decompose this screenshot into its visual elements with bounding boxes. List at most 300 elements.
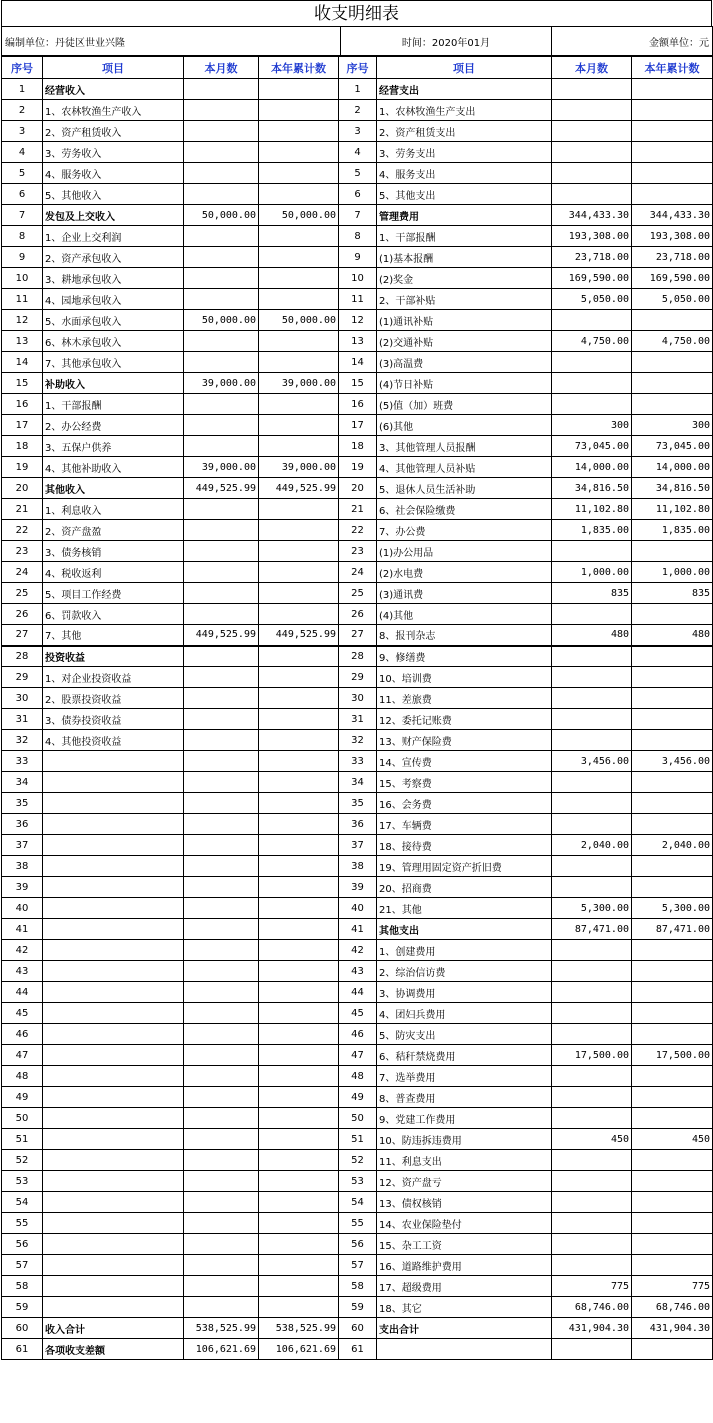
left-year-cell[interactable]	[259, 541, 339, 562]
left-month-cell[interactable]: 39,000.00	[184, 373, 259, 394]
right-seq-cell[interactable]: 19	[339, 457, 377, 478]
right-year-cell[interactable]	[632, 709, 713, 730]
left-seq-cell[interactable]: 43	[2, 961, 43, 982]
right-seq-cell[interactable]: 52	[339, 1150, 377, 1171]
right-item-cell[interactable]: (5)值（加）班费	[377, 394, 552, 415]
right-item-cell[interactable]: (2)水电费	[377, 562, 552, 583]
right-seq-cell[interactable]: 26	[339, 604, 377, 625]
left-item-cell[interactable]	[43, 1192, 184, 1213]
left-month-cell[interactable]: 449,525.99	[184, 625, 259, 646]
left-month-cell[interactable]	[184, 436, 259, 457]
right-month-cell[interactable]	[552, 1003, 632, 1024]
left-month-cell[interactable]	[184, 961, 259, 982]
left-year-cell[interactable]	[259, 667, 339, 688]
left-month-cell[interactable]: 106,621.69	[184, 1339, 259, 1360]
right-seq-cell[interactable]: 38	[339, 856, 377, 877]
right-year-cell[interactable]	[632, 373, 713, 394]
left-year-cell[interactable]: 449,525.99	[259, 625, 339, 646]
left-month-cell[interactable]	[184, 772, 259, 793]
right-month-cell[interactable]	[552, 1234, 632, 1255]
left-seq-cell[interactable]: 19	[2, 457, 43, 478]
right-year-cell[interactable]	[632, 793, 713, 814]
right-month-cell[interactable]: 344,433.30	[552, 205, 632, 226]
left-month-cell[interactable]	[184, 877, 259, 898]
left-seq-cell[interactable]: 30	[2, 688, 43, 709]
left-year-cell[interactable]	[259, 79, 339, 100]
left-seq-cell[interactable]: 28	[2, 646, 43, 667]
left-item-cell[interactable]	[43, 1234, 184, 1255]
right-item-cell[interactable]: 11、利息支出	[377, 1150, 552, 1171]
left-item-cell[interactable]: 3、五保户供养	[43, 436, 184, 457]
right-item-cell[interactable]: 1、干部报酬	[377, 226, 552, 247]
left-month-cell[interactable]	[184, 1087, 259, 1108]
right-item-cell[interactable]: (3)高温费	[377, 352, 552, 373]
left-month-cell[interactable]	[184, 1171, 259, 1192]
left-seq-cell[interactable]: 20	[2, 478, 43, 499]
right-year-cell[interactable]: 480	[632, 625, 713, 646]
left-month-cell[interactable]	[184, 268, 259, 289]
right-year-cell[interactable]	[632, 1087, 713, 1108]
right-seq-cell[interactable]: 11	[339, 289, 377, 310]
right-item-cell[interactable]: 14、农业保险垫付	[377, 1213, 552, 1234]
left-item-cell[interactable]: 4、园地承包收入	[43, 289, 184, 310]
right-seq-cell[interactable]: 22	[339, 520, 377, 541]
right-month-cell[interactable]	[552, 310, 632, 331]
left-seq-cell[interactable]: 32	[2, 730, 43, 751]
right-seq-cell[interactable]: 35	[339, 793, 377, 814]
right-month-cell[interactable]: 68,746.00	[552, 1297, 632, 1318]
right-seq-cell[interactable]: 20	[339, 478, 377, 499]
left-item-cell[interactable]	[43, 1276, 184, 1297]
right-seq-cell[interactable]: 48	[339, 1066, 377, 1087]
left-year-cell[interactable]	[259, 100, 339, 121]
right-month-cell[interactable]	[552, 121, 632, 142]
right-year-cell[interactable]	[632, 121, 713, 142]
right-item-cell[interactable]: 8、普查费用	[377, 1087, 552, 1108]
right-year-cell[interactable]: 169,590.00	[632, 268, 713, 289]
right-seq-cell[interactable]: 9	[339, 247, 377, 268]
left-month-cell[interactable]	[184, 940, 259, 961]
left-year-cell[interactable]	[259, 1171, 339, 1192]
left-month-cell[interactable]	[184, 520, 259, 541]
right-seq-cell[interactable]: 55	[339, 1213, 377, 1234]
right-year-cell[interactable]: 68,746.00	[632, 1297, 713, 1318]
right-seq-cell[interactable]: 14	[339, 352, 377, 373]
left-month-cell[interactable]	[184, 1150, 259, 1171]
left-month-cell[interactable]	[184, 541, 259, 562]
left-seq-cell[interactable]: 21	[2, 499, 43, 520]
left-item-cell[interactable]	[43, 940, 184, 961]
right-month-cell[interactable]: 5,050.00	[552, 289, 632, 310]
right-item-cell[interactable]: 13、财产保险费	[377, 730, 552, 751]
right-year-cell[interactable]	[632, 1192, 713, 1213]
left-year-cell[interactable]	[259, 394, 339, 415]
left-month-cell[interactable]	[184, 499, 259, 520]
right-seq-cell[interactable]: 7	[339, 205, 377, 226]
left-item-cell[interactable]	[43, 814, 184, 835]
left-seq-cell[interactable]: 23	[2, 541, 43, 562]
right-item-cell[interactable]: 8、报刊杂志	[377, 625, 552, 646]
right-month-cell[interactable]: 1,835.00	[552, 520, 632, 541]
right-month-cell[interactable]	[552, 1024, 632, 1045]
right-year-cell[interactable]	[632, 646, 713, 667]
left-year-cell[interactable]	[259, 709, 339, 730]
right-year-cell[interactable]	[632, 100, 713, 121]
right-item-cell[interactable]: 4、团妇兵费用	[377, 1003, 552, 1024]
right-year-cell[interactable]	[632, 1108, 713, 1129]
left-seq-cell[interactable]: 11	[2, 289, 43, 310]
right-item-cell[interactable]: (1)通讯补贴	[377, 310, 552, 331]
right-item-cell[interactable]: 6、秸秆禁烧费用	[377, 1045, 552, 1066]
left-year-cell[interactable]	[259, 877, 339, 898]
left-item-cell[interactable]	[43, 919, 184, 940]
right-month-cell[interactable]: 775	[552, 1276, 632, 1297]
left-month-cell[interactable]	[184, 1045, 259, 1066]
left-month-cell[interactable]	[184, 142, 259, 163]
left-year-cell[interactable]	[259, 1192, 339, 1213]
left-item-cell[interactable]: 1、利息收入	[43, 499, 184, 520]
left-month-cell[interactable]	[184, 730, 259, 751]
left-year-cell[interactable]	[259, 751, 339, 772]
left-year-cell[interactable]	[259, 1045, 339, 1066]
right-seq-cell[interactable]: 36	[339, 814, 377, 835]
right-seq-cell[interactable]: 24	[339, 562, 377, 583]
left-month-cell[interactable]	[184, 835, 259, 856]
left-item-cell[interactable]: 7、其他	[43, 625, 184, 646]
right-item-cell[interactable]: 支出合计	[377, 1318, 552, 1339]
left-year-cell[interactable]	[259, 436, 339, 457]
right-year-cell[interactable]	[632, 667, 713, 688]
right-seq-cell[interactable]: 32	[339, 730, 377, 751]
right-item-cell[interactable]: 11、差旅费	[377, 688, 552, 709]
right-seq-cell[interactable]: 42	[339, 940, 377, 961]
left-item-cell[interactable]: 补助收入	[43, 373, 184, 394]
right-month-cell[interactable]	[552, 1108, 632, 1129]
right-item-cell[interactable]: 10、培训费	[377, 667, 552, 688]
left-month-cell[interactable]	[184, 1213, 259, 1234]
right-year-cell[interactable]: 73,045.00	[632, 436, 713, 457]
right-year-cell[interactable]	[632, 79, 713, 100]
right-seq-cell[interactable]: 1	[339, 79, 377, 100]
right-seq-cell[interactable]: 2	[339, 100, 377, 121]
right-seq-cell[interactable]: 21	[339, 499, 377, 520]
left-month-cell[interactable]	[184, 289, 259, 310]
left-seq-cell[interactable]: 12	[2, 310, 43, 331]
right-year-cell[interactable]: 14,000.00	[632, 457, 713, 478]
left-month-cell[interactable]	[184, 688, 259, 709]
left-seq-cell[interactable]: 44	[2, 982, 43, 1003]
left-item-cell[interactable]: 6、林木承包收入	[43, 331, 184, 352]
left-item-cell[interactable]	[43, 1003, 184, 1024]
left-item-cell[interactable]	[43, 1045, 184, 1066]
right-month-cell[interactable]	[552, 793, 632, 814]
right-item-cell[interactable]: 6、社会保险缴费	[377, 499, 552, 520]
left-item-cell[interactable]	[43, 1171, 184, 1192]
left-year-cell[interactable]	[259, 1255, 339, 1276]
right-month-cell[interactable]	[552, 856, 632, 877]
left-item-cell[interactable]: 其他收入	[43, 478, 184, 499]
right-seq-cell[interactable]: 3	[339, 121, 377, 142]
left-item-cell[interactable]	[43, 793, 184, 814]
right-month-cell[interactable]	[552, 604, 632, 625]
left-item-cell[interactable]	[43, 1087, 184, 1108]
left-month-cell[interactable]	[184, 184, 259, 205]
right-month-cell[interactable]	[552, 772, 632, 793]
left-month-cell[interactable]: 50,000.00	[184, 205, 259, 226]
left-item-cell[interactable]	[43, 1297, 184, 1318]
left-seq-cell[interactable]: 33	[2, 751, 43, 772]
right-year-cell[interactable]	[632, 772, 713, 793]
left-year-cell[interactable]	[259, 247, 339, 268]
left-month-cell[interactable]	[184, 1003, 259, 1024]
left-year-cell[interactable]	[259, 1234, 339, 1255]
right-seq-cell[interactable]: 10	[339, 268, 377, 289]
right-month-cell[interactable]: 1,000.00	[552, 562, 632, 583]
left-item-cell[interactable]	[43, 1108, 184, 1129]
right-seq-cell[interactable]: 18	[339, 436, 377, 457]
right-month-cell[interactable]: 4,750.00	[552, 331, 632, 352]
left-year-cell[interactable]	[259, 646, 339, 667]
left-month-cell[interactable]	[184, 352, 259, 373]
right-month-cell[interactable]	[552, 352, 632, 373]
left-item-cell[interactable]	[43, 1024, 184, 1045]
left-item-cell[interactable]: 1、对企业投资收益	[43, 667, 184, 688]
right-year-cell[interactable]: 23,718.00	[632, 247, 713, 268]
left-seq-cell[interactable]: 37	[2, 835, 43, 856]
left-year-cell[interactable]	[259, 982, 339, 1003]
right-item-cell[interactable]: 12、委托记账费	[377, 709, 552, 730]
right-seq-cell[interactable]: 29	[339, 667, 377, 688]
right-item-cell[interactable]: 20、招商费	[377, 877, 552, 898]
right-year-cell[interactable]	[632, 163, 713, 184]
right-year-cell[interactable]	[632, 310, 713, 331]
left-month-cell[interactable]: 50,000.00	[184, 310, 259, 331]
left-month-cell[interactable]	[184, 163, 259, 184]
right-year-cell[interactable]	[632, 541, 713, 562]
left-item-cell[interactable]: 1、企业上交利润	[43, 226, 184, 247]
left-seq-cell[interactable]: 50	[2, 1108, 43, 1129]
right-item-cell[interactable]: 16、会务费	[377, 793, 552, 814]
right-item-cell[interactable]: 15、考察费	[377, 772, 552, 793]
right-year-cell[interactable]	[632, 877, 713, 898]
right-item-cell[interactable]: (2)奖金	[377, 268, 552, 289]
right-seq-cell[interactable]: 6	[339, 184, 377, 205]
left-year-cell[interactable]	[259, 1150, 339, 1171]
left-month-cell[interactable]: 538,525.99	[184, 1318, 259, 1339]
right-item-cell[interactable]: 5、其他支出	[377, 184, 552, 205]
left-seq-cell[interactable]: 60	[2, 1318, 43, 1339]
right-year-cell[interactable]	[632, 982, 713, 1003]
left-year-cell[interactable]	[259, 856, 339, 877]
right-month-cell[interactable]	[552, 667, 632, 688]
right-year-cell[interactable]	[632, 1066, 713, 1087]
left-seq-cell[interactable]: 25	[2, 583, 43, 604]
left-seq-cell[interactable]: 51	[2, 1129, 43, 1150]
right-month-cell[interactable]: 3,456.00	[552, 751, 632, 772]
left-year-cell[interactable]	[259, 583, 339, 604]
right-year-cell[interactable]	[632, 1150, 713, 1171]
right-month-cell[interactable]	[552, 961, 632, 982]
left-year-cell[interactable]: 106,621.69	[259, 1339, 339, 1360]
right-month-cell[interactable]: 34,816.50	[552, 478, 632, 499]
left-year-cell[interactable]	[259, 1129, 339, 1150]
left-year-cell[interactable]	[259, 1108, 339, 1129]
left-month-cell[interactable]	[184, 982, 259, 1003]
right-seq-cell[interactable]: 44	[339, 982, 377, 1003]
right-item-cell[interactable]: (1)办公用品	[377, 541, 552, 562]
left-seq-cell[interactable]: 47	[2, 1045, 43, 1066]
right-month-cell[interactable]: 17,500.00	[552, 1045, 632, 1066]
right-year-cell[interactable]: 835	[632, 583, 713, 604]
left-item-cell[interactable]: 收入合计	[43, 1318, 184, 1339]
left-item-cell[interactable]: 6、罚款收入	[43, 604, 184, 625]
left-year-cell[interactable]: 39,000.00	[259, 457, 339, 478]
right-item-cell[interactable]: (3)通讯费	[377, 583, 552, 604]
right-item-cell[interactable]: 17、超级费用	[377, 1276, 552, 1297]
left-year-cell[interactable]	[259, 415, 339, 436]
right-month-cell[interactable]	[552, 646, 632, 667]
right-year-cell[interactable]: 3,456.00	[632, 751, 713, 772]
left-month-cell[interactable]	[184, 1066, 259, 1087]
left-item-cell[interactable]	[43, 751, 184, 772]
right-month-cell[interactable]	[552, 730, 632, 751]
right-month-cell[interactable]	[552, 877, 632, 898]
right-seq-cell[interactable]: 25	[339, 583, 377, 604]
right-month-cell[interactable]	[552, 142, 632, 163]
left-item-cell[interactable]	[43, 982, 184, 1003]
right-month-cell[interactable]	[552, 1255, 632, 1276]
left-month-cell[interactable]	[184, 1255, 259, 1276]
left-seq-cell[interactable]: 6	[2, 184, 43, 205]
left-item-cell[interactable]: 4、其他补助收入	[43, 457, 184, 478]
left-month-cell[interactable]	[184, 1234, 259, 1255]
left-item-cell[interactable]: 发包及上交收入	[43, 205, 184, 226]
left-seq-cell[interactable]: 26	[2, 604, 43, 625]
right-year-cell[interactable]: 87,471.00	[632, 919, 713, 940]
left-seq-cell[interactable]: 5	[2, 163, 43, 184]
right-seq-cell[interactable]: 61	[339, 1339, 377, 1360]
right-item-cell[interactable]: 9、党建工作费用	[377, 1108, 552, 1129]
right-seq-cell[interactable]: 8	[339, 226, 377, 247]
left-year-cell[interactable]: 39,000.00	[259, 373, 339, 394]
left-year-cell[interactable]	[259, 961, 339, 982]
right-month-cell[interactable]	[552, 163, 632, 184]
left-item-cell[interactable]	[43, 1255, 184, 1276]
left-seq-cell[interactable]: 29	[2, 667, 43, 688]
left-seq-cell[interactable]: 1	[2, 79, 43, 100]
left-year-cell[interactable]	[259, 835, 339, 856]
left-year-cell[interactable]	[259, 226, 339, 247]
left-item-cell[interactable]	[43, 1129, 184, 1150]
right-year-cell[interactable]: 1,835.00	[632, 520, 713, 541]
left-year-cell[interactable]	[259, 604, 339, 625]
right-item-cell[interactable]: 4、其他管理人员补贴	[377, 457, 552, 478]
right-item-cell[interactable]: 管理费用	[377, 205, 552, 226]
left-seq-cell[interactable]: 56	[2, 1234, 43, 1255]
right-month-cell[interactable]	[552, 1213, 632, 1234]
right-year-cell[interactable]: 450	[632, 1129, 713, 1150]
right-seq-cell[interactable]: 39	[339, 877, 377, 898]
left-seq-cell[interactable]: 48	[2, 1066, 43, 1087]
left-seq-cell[interactable]: 7	[2, 205, 43, 226]
left-month-cell[interactable]	[184, 1297, 259, 1318]
right-item-cell[interactable]	[377, 1339, 552, 1360]
left-month-cell[interactable]	[184, 751, 259, 772]
left-item-cell[interactable]	[43, 1150, 184, 1171]
right-seq-cell[interactable]: 51	[339, 1129, 377, 1150]
left-month-cell[interactable]	[184, 1129, 259, 1150]
left-seq-cell[interactable]: 49	[2, 1087, 43, 1108]
right-month-cell[interactable]	[552, 541, 632, 562]
right-year-cell[interactable]: 11,102.80	[632, 499, 713, 520]
right-seq-cell[interactable]: 37	[339, 835, 377, 856]
right-year-cell[interactable]	[632, 730, 713, 751]
right-year-cell[interactable]: 300	[632, 415, 713, 436]
left-seq-cell[interactable]: 24	[2, 562, 43, 583]
right-seq-cell[interactable]: 57	[339, 1255, 377, 1276]
left-month-cell[interactable]	[184, 604, 259, 625]
left-year-cell[interactable]: 449,525.99	[259, 478, 339, 499]
left-seq-cell[interactable]: 57	[2, 1255, 43, 1276]
left-seq-cell[interactable]: 17	[2, 415, 43, 436]
right-year-cell[interactable]	[632, 856, 713, 877]
left-seq-cell[interactable]: 41	[2, 919, 43, 940]
left-item-cell[interactable]: 投资收益	[43, 646, 184, 667]
left-month-cell[interactable]	[184, 709, 259, 730]
right-year-cell[interactable]	[632, 1171, 713, 1192]
left-seq-cell[interactable]: 10	[2, 268, 43, 289]
left-item-cell[interactable]	[43, 898, 184, 919]
left-month-cell[interactable]	[184, 415, 259, 436]
left-seq-cell[interactable]: 53	[2, 1171, 43, 1192]
right-year-cell[interactable]: 2,040.00	[632, 835, 713, 856]
left-item-cell[interactable]	[43, 961, 184, 982]
left-year-cell[interactable]	[259, 1066, 339, 1087]
left-year-cell[interactable]	[259, 1297, 339, 1318]
left-month-cell[interactable]	[184, 1108, 259, 1129]
left-item-cell[interactable]	[43, 835, 184, 856]
right-item-cell[interactable]: 15、杂工工资	[377, 1234, 552, 1255]
left-year-cell[interactable]	[259, 919, 339, 940]
left-seq-cell[interactable]: 34	[2, 772, 43, 793]
right-month-cell[interactable]: 480	[552, 625, 632, 646]
right-month-cell[interactable]: 87,471.00	[552, 919, 632, 940]
left-seq-cell[interactable]: 22	[2, 520, 43, 541]
left-month-cell[interactable]	[184, 562, 259, 583]
right-seq-cell[interactable]: 4	[339, 142, 377, 163]
left-year-cell[interactable]: 538,525.99	[259, 1318, 339, 1339]
left-year-cell[interactable]	[259, 268, 339, 289]
left-item-cell[interactable]: 3、债券投资收益	[43, 709, 184, 730]
left-year-cell[interactable]	[259, 793, 339, 814]
left-year-cell[interactable]	[259, 289, 339, 310]
right-item-cell[interactable]: 10、防违拆违费用	[377, 1129, 552, 1150]
left-year-cell[interactable]	[259, 1024, 339, 1045]
right-year-cell[interactable]: 431,904.30	[632, 1318, 713, 1339]
left-item-cell[interactable]: 经营收入	[43, 79, 184, 100]
right-item-cell[interactable]: 3、协调费用	[377, 982, 552, 1003]
right-year-cell[interactable]	[632, 604, 713, 625]
left-year-cell[interactable]	[259, 898, 339, 919]
right-item-cell[interactable]: 经营支出	[377, 79, 552, 100]
left-year-cell[interactable]	[259, 730, 339, 751]
left-item-cell[interactable]: 2、资产承包收入	[43, 247, 184, 268]
left-item-cell[interactable]: 2、股票投资收益	[43, 688, 184, 709]
right-seq-cell[interactable]: 13	[339, 331, 377, 352]
left-seq-cell[interactable]: 16	[2, 394, 43, 415]
left-seq-cell[interactable]: 4	[2, 142, 43, 163]
right-item-cell[interactable]: 19、管理用固定资产折旧费	[377, 856, 552, 877]
